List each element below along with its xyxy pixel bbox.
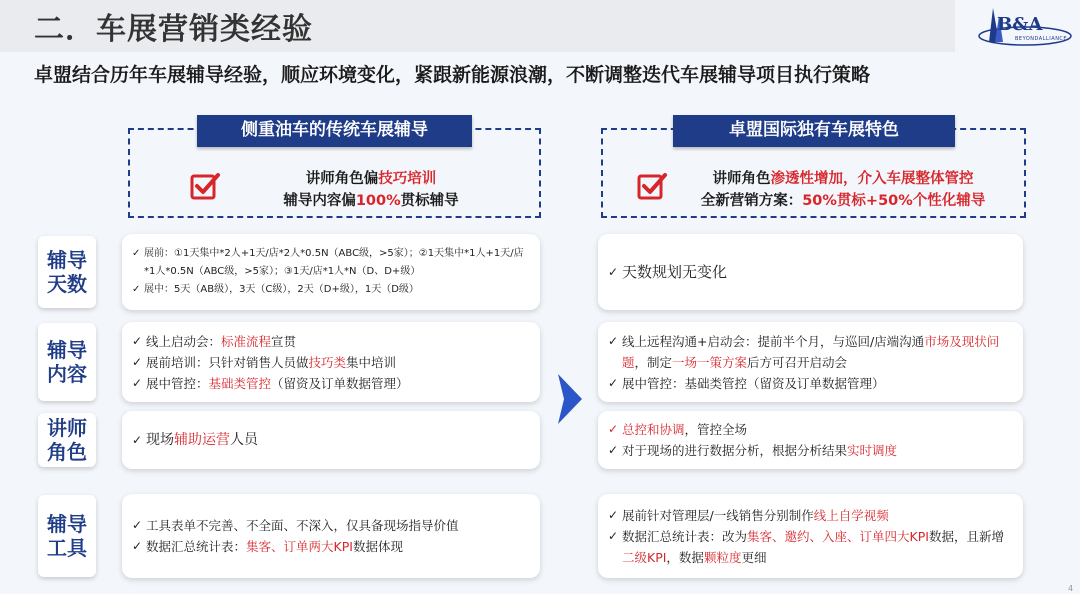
- days-unique-card: [598, 234, 1023, 310]
- days-traditional-card: [122, 234, 540, 310]
- check-icon: ✓: [608, 443, 619, 457]
- list-item: ✓ 展中：5天（AB级），3天（C级），2天（D+级），1天（D级）: [132, 281, 530, 299]
- list-item: ✓ 总控和协调，管控全场: [608, 419, 1013, 440]
- check-icon: ✓: [608, 375, 619, 390]
- row-label-role: 讲师 角色: [38, 413, 96, 467]
- unique-header: 卓盟国际独有车展特色: [673, 115, 955, 147]
- check-icon: ✓: [608, 507, 619, 522]
- row-label-days: 辅导 天数: [38, 236, 96, 308]
- check-icon: ✓: [132, 432, 143, 447]
- check-icon: ✓: [132, 518, 143, 532]
- content-traditional-card: [122, 322, 540, 402]
- tools-unique-card: [598, 494, 1023, 578]
- list-item: ✓ 天数规划无变化: [608, 262, 728, 281]
- check-icon: ✓: [132, 333, 143, 348]
- role-unique-card: [598, 411, 1023, 469]
- check-icon: ✓: [132, 284, 141, 295]
- company-logo: [975, 2, 1075, 52]
- logo-text: B&A: [997, 14, 1043, 35]
- list-item: ✓ 工具表单不完善、不全面、不深入，仅具备现场指导价值: [132, 515, 530, 536]
- list-item: ✓ 展中管控：基础类管控（留资及订单数据管理）: [132, 373, 530, 394]
- page-title: 二．车展营销类经验: [34, 12, 313, 47]
- check-icon: ✓: [132, 539, 143, 553]
- list-item: ✓ 展前：①1天集中*2人+1天/店*2人*0.5N（ABC级，>5家）；②1天集中*1人+1天/店*1人*0.5N（ABC级，>5家）；③1天/店*1人*N（D、D+级）: [132, 245, 530, 281]
- arrow-right-icon: [556, 374, 582, 424]
- list-item: ✓ 展前针对管理层/一线销售分别制作线上自学视频: [608, 505, 1013, 526]
- list-item: ✓ 线上启动会：标准流程宣贯: [132, 331, 530, 352]
- role-traditional-card: [122, 411, 540, 469]
- traditional-features: 讲师角色偏技巧培训 辅导内容偏100%贯标辅导: [283, 171, 459, 209]
- list-item: ✓ 数据汇总统计表：改为集客、邀约、入座、订单四大KPI数据，且新增二级KPI，数据颗粒度更细: [608, 526, 1013, 568]
- list-item: ✓ 数据汇总统计表：集客、订单两大KPI数据体现: [132, 536, 530, 557]
- check-icon: ✓: [132, 375, 143, 390]
- subtitle: 卓盟结合历年车展辅导经验，顺应环境变化，紧跟新能源浪潮，不断调整迭代车展辅导项目执行策略: [34, 64, 871, 86]
- list-item: ✓ 线上远程沟通+启动会：提前半个月，与巡回/店端沟通市场及现状问题，制定一场一策方案后方可召开启动会: [608, 331, 1013, 373]
- list-item: ✓ 对于现场的进行数据分析，根据分析结果实时调度: [608, 440, 1013, 461]
- checkbox-icon: [189, 170, 221, 202]
- check-icon: ✓: [132, 354, 143, 369]
- check-icon: ✓: [608, 333, 619, 348]
- check-icon: ✓: [608, 528, 619, 543]
- check-icon: ✓: [608, 422, 619, 436]
- page-number: 4: [1068, 584, 1074, 593]
- list-item: ✓ 展前培训：只针对销售人员做技巧类集中培训: [132, 352, 530, 373]
- check-icon: ✓: [608, 264, 619, 279]
- check-icon: ✓: [132, 248, 141, 259]
- row-label-content: 辅导 内容: [38, 323, 96, 401]
- content-unique-card: [598, 322, 1023, 402]
- list-item: ✓ 展中管控：基础类管控（留资及订单数据管理）: [608, 373, 1013, 394]
- list-item: ✓ 现场辅助运营人员: [132, 430, 530, 451]
- traditional-header: 侧重油车的传统车展辅导: [197, 115, 472, 147]
- row-label-tools: 辅导 工具: [38, 495, 96, 577]
- tools-traditional-card: [122, 494, 540, 578]
- unique-features: 讲师角色渗透性增加，介入车展整体管控 全新营销方案：50%贯标+50%个性化辅导: [700, 171, 986, 209]
- logo-subtext: BEYONDALLIANCE: [1015, 36, 1068, 42]
- checkbox-icon: [636, 170, 668, 202]
